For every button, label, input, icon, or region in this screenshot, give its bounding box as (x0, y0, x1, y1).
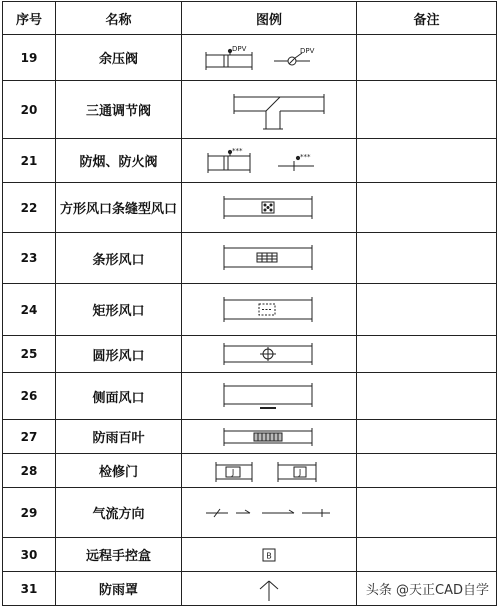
row-note (357, 488, 497, 538)
row-number: 31 (3, 572, 56, 606)
table-row (3, 35, 497, 81)
rain-cap-symbol (182, 572, 357, 606)
watermark: 头条 @天正CAD自学 (363, 578, 492, 599)
row-name: 防雨百叶 (56, 420, 182, 454)
row-number: 19 (3, 35, 56, 81)
row-number: 20 (3, 81, 56, 139)
table-row (3, 81, 497, 139)
row-note (357, 420, 497, 454)
table-row (3, 373, 497, 420)
svg-text:DPV: DPV (300, 46, 315, 55)
header-seq: 序号 (3, 2, 56, 35)
header-symbol: 图例 (182, 2, 357, 35)
row-name: 余压阀 (56, 35, 182, 81)
table-row (3, 336, 497, 373)
row-note (357, 139, 497, 183)
relief-valve-symbol (182, 35, 357, 81)
row-name: 矩形风口 (56, 284, 182, 336)
access-door-symbol (182, 454, 357, 488)
row-note (357, 538, 497, 572)
smoke-fire-damper-symbol (182, 139, 357, 183)
legend-table (2, 1, 497, 606)
header-note: 备注 (357, 2, 497, 35)
svg-text:J: J (231, 467, 235, 477)
row-number: 29 (3, 488, 56, 538)
table-row (3, 284, 497, 336)
table-row (3, 233, 497, 284)
row-number: 30 (3, 538, 56, 572)
table-row (3, 488, 497, 538)
airflow-direction-symbol (182, 488, 357, 538)
row-name: 检修门 (56, 454, 182, 488)
row-name: 侧面风口 (56, 373, 182, 420)
svg-text:***: *** (232, 146, 243, 155)
row-name: 防雨罩 (56, 572, 182, 606)
row-name: 三通调节阀 (56, 81, 182, 139)
table-row (3, 420, 497, 454)
row-name: 防烟、防火阀 (56, 139, 182, 183)
table-row (3, 139, 497, 183)
linear-grille-symbol (182, 233, 357, 284)
row-note (357, 233, 497, 284)
svg-text:B: B (266, 551, 272, 560)
table-row (3, 183, 497, 233)
row-note (357, 284, 497, 336)
three-way-damper-symbol (182, 81, 357, 139)
row-name: 气流方向 (56, 488, 182, 538)
square-diffuser-symbol (182, 183, 357, 233)
row-name: 条形风口 (56, 233, 182, 284)
row-note (357, 454, 497, 488)
row-note (357, 81, 497, 139)
row-name: 方形风口条缝型风口 (56, 183, 182, 233)
row-number: 26 (3, 373, 56, 420)
row-number: 24 (3, 284, 56, 336)
row-number: 23 (3, 233, 56, 284)
row-note (357, 183, 497, 233)
row-number: 28 (3, 454, 56, 488)
row-number: 27 (3, 420, 56, 454)
row-note (357, 336, 497, 373)
svg-text:***: *** (300, 152, 311, 161)
table-row (3, 454, 497, 488)
header-name: 名称 (56, 2, 182, 35)
header-row (3, 2, 497, 35)
row-number: 22 (3, 183, 56, 233)
legend-table-sheet (2, 1, 496, 601)
rain-louver-symbol (182, 420, 357, 454)
remote-control-box-symbol (182, 538, 357, 572)
row-name: 远程手控盒 (56, 538, 182, 572)
round-diffuser-symbol (182, 336, 357, 373)
row-note (357, 373, 497, 420)
row-note (357, 35, 497, 81)
row-name: 圆形风口 (56, 336, 182, 373)
svg-text:DPV: DPV (232, 44, 247, 53)
table-row (3, 538, 497, 572)
rect-grille-symbol (182, 284, 357, 336)
side-grille-symbol (182, 373, 357, 420)
row-number: 25 (3, 336, 56, 373)
svg-text:J: J (298, 467, 302, 477)
row-number: 21 (3, 139, 56, 183)
